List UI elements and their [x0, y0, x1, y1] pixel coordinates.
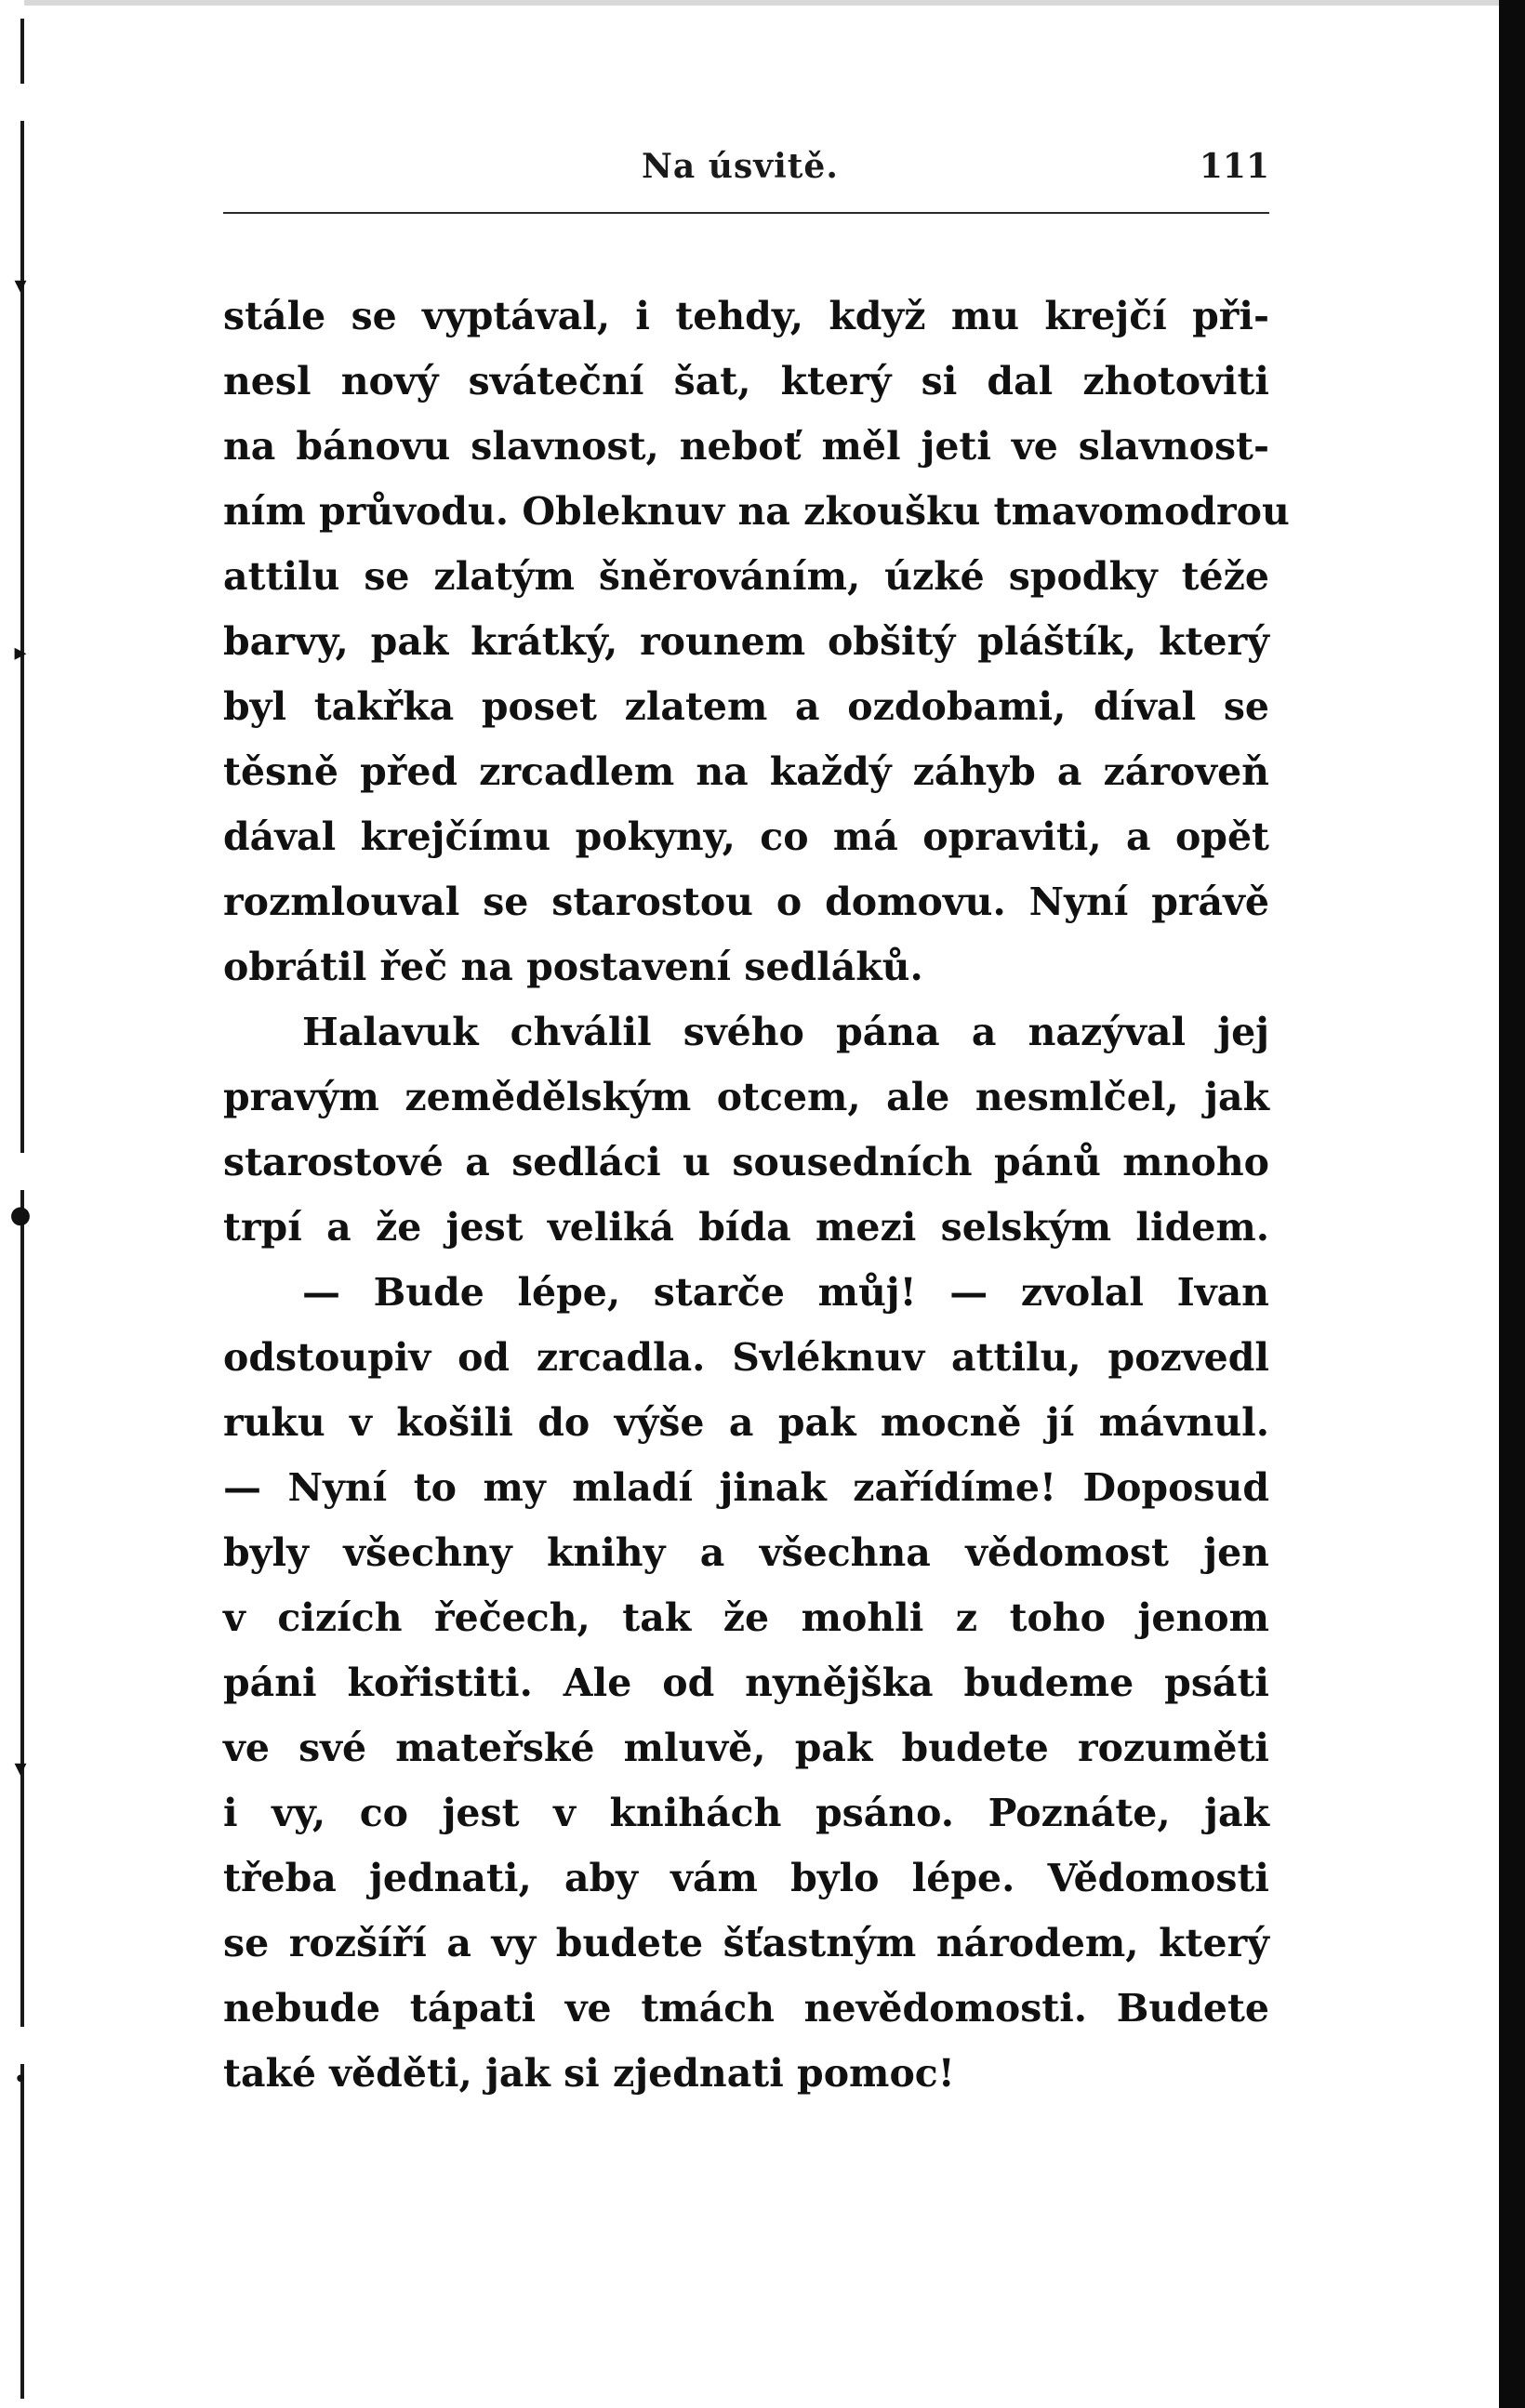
- body-text: [223, 284, 1290, 2106]
- text-line: starostové a sedláci u sousedních pánů mnoho: [223, 1140, 1269, 1184]
- text-line: nebude tápati ve tmách nevědomosti. Budete: [223, 1986, 1269, 2031]
- text-line: v cizích řečech, tak že mohli z toho jenom: [223, 1595, 1269, 1640]
- text-line: se rozšíří a vy budete šťastným národem, který: [223, 1921, 1269, 1965]
- text-line: byl takřka poset zlatem a ozdobami, díval se: [223, 684, 1269, 729]
- text-line: trpí a že jest veliká bída mezi selským lidem.: [223, 1205, 1269, 1250]
- text-line: ním průvodu. Obleknuv na zkoušku tmavomodrou: [223, 489, 1290, 534]
- text-line: i vy, co jest v knihách psáno. Poznáte, jak: [223, 1791, 1269, 1835]
- text-line: Halavuk chválil svého pána a nazýval jej: [302, 1010, 1269, 1054]
- text-line: obrátil řeč na postavení sedláků.: [223, 945, 923, 989]
- text-line: ve své mateřské mluvě, pak budete rozuměti: [223, 1726, 1269, 1770]
- text-line: odstoupiv od zrcadla. Svléknuv attilu, pozvedl: [223, 1335, 1269, 1380]
- running-title: Na úsvitě.: [642, 147, 839, 186]
- scan-right-edge: [1499, 0, 1525, 2408]
- book-page: [223, 139, 1290, 2096]
- binding-gap: [19, 2027, 26, 2064]
- page-number: 111: [1199, 147, 1269, 186]
- text-line: byly všechny knihy a všechna vědomost jen: [223, 1530, 1269, 1575]
- text-line: na bánovu slavnost, neboť měl jeti ve slavnost-: [223, 424, 1269, 469]
- text-line: rozmlouval se starostou o domovu. Nyní právě: [223, 880, 1269, 924]
- binding-stitch-icon: ▾: [14, 1754, 27, 1782]
- text-line: páni kořistiti. Ale od nynějška budeme psáti: [223, 1660, 1269, 1705]
- text-line: attilu se zlatým šněrováním, úzké spodky téže: [223, 554, 1269, 599]
- scan-top-edge: [24, 0, 1499, 6]
- text-line: třeba jednati, aby vám bylo lépe. Vědomosti: [223, 1856, 1269, 1900]
- text-line: stále se vyptával, i tehdy, když mu krejčí při-: [223, 294, 1269, 338]
- text-line: barvy, pak krátký, rounem obšitý pláštík, který: [223, 619, 1269, 664]
- text-line: nesl nový sváteční šat, který si dal zhotoviti: [223, 359, 1269, 404]
- page-header: [223, 139, 1269, 195]
- text-line: dával krejčímu pokyny, co má opraviti, a opět: [223, 814, 1269, 859]
- binding-stitch-icon: ▾: [14, 271, 27, 299]
- binding-gap: [19, 1153, 26, 1190]
- binding-stitch-icon: ●: [9, 1201, 32, 1229]
- text-line: — Bude lépe, starče můj! — zvolal Ivan: [302, 1270, 1269, 1315]
- binding-stitch-icon: •: [13, 2066, 28, 2094]
- text-line: ruku v košili do výše a pak mocně jí mávnul.: [223, 1400, 1269, 1445]
- header-rule: [223, 212, 1269, 214]
- text-line: těsně před zrcadlem na každý záhyb a zároveň: [223, 749, 1269, 794]
- binding-stitch-icon: ▸: [14, 639, 27, 667]
- text-line: — Nyní to my mladí jinak zařídíme! Doposud: [223, 1465, 1269, 1510]
- text-line: také věděti, jak si zjednati pomoc!: [223, 2051, 955, 2096]
- text-line: pravým zemědělským otcem, ale nesmlčel, jak: [223, 1075, 1269, 1119]
- binding-gap: [19, 84, 26, 121]
